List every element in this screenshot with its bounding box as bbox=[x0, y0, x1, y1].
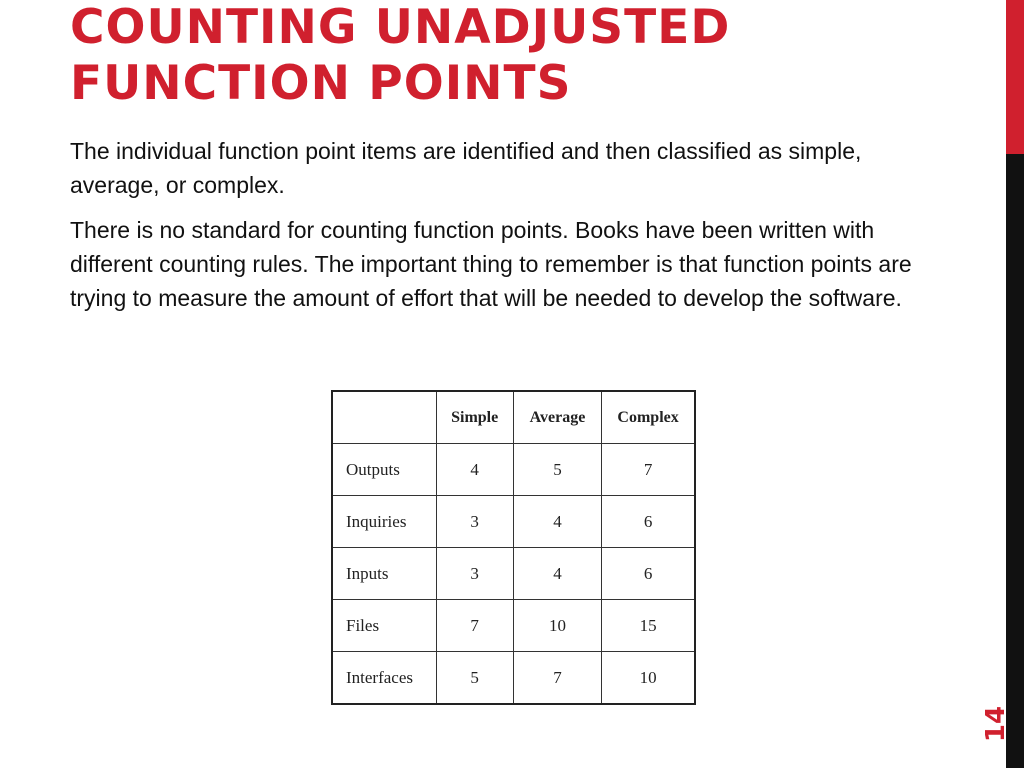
cell-simple: 3 bbox=[436, 548, 513, 600]
cell-average: 10 bbox=[513, 600, 601, 652]
table-row bbox=[332, 444, 695, 496]
paragraph-1: The individual function point items are identified and then classified as simple, average, or complex. bbox=[70, 138, 862, 198]
sidebar-accent-red bbox=[1006, 0, 1024, 154]
cell-complex: 6 bbox=[602, 548, 695, 600]
cell-simple: 3 bbox=[436, 496, 513, 548]
table-row bbox=[332, 600, 695, 652]
table-header-average: Average bbox=[513, 391, 601, 444]
cell-simple: 5 bbox=[436, 652, 513, 705]
table-header-corner bbox=[332, 391, 436, 444]
table-header-row bbox=[332, 391, 695, 444]
table-row bbox=[332, 496, 695, 548]
sidebar-accent-dark bbox=[1006, 154, 1024, 768]
cell-average: 7 bbox=[513, 652, 601, 705]
table-header-simple: Simple bbox=[436, 391, 513, 444]
cell-complex: 10 bbox=[602, 652, 695, 705]
row-label: Inputs bbox=[332, 548, 436, 600]
slide-title-line-2: FUNCTION POINTS bbox=[70, 56, 572, 111]
row-label: Files bbox=[332, 600, 436, 652]
slide-title-line-1: COUNTING UNADJUSTED bbox=[70, 0, 731, 55]
function-point-table bbox=[331, 390, 696, 705]
table-row bbox=[332, 652, 695, 705]
paragraph-2: There is no standard for counting function points. Books have been written with different counting rules. The important thing to remember is that function points are trying to measure the amount of effort that will be needed to develop the software. bbox=[70, 217, 912, 311]
cell-simple: 4 bbox=[436, 444, 513, 496]
cell-complex: 6 bbox=[602, 496, 695, 548]
row-label: Inquiries bbox=[332, 496, 436, 548]
cell-complex: 7 bbox=[602, 444, 695, 496]
cell-average: 4 bbox=[513, 548, 601, 600]
cell-average: 4 bbox=[513, 496, 601, 548]
table-row bbox=[332, 548, 695, 600]
cell-complex: 15 bbox=[602, 600, 695, 652]
row-label: Outputs bbox=[332, 444, 436, 496]
table-header-complex: Complex bbox=[602, 391, 695, 444]
row-label: Interfaces bbox=[332, 652, 436, 705]
slide-body bbox=[70, 134, 915, 326]
page-number: 14 bbox=[981, 705, 1011, 743]
slide-title bbox=[70, 0, 970, 112]
cell-average: 5 bbox=[513, 444, 601, 496]
cell-simple: 7 bbox=[436, 600, 513, 652]
